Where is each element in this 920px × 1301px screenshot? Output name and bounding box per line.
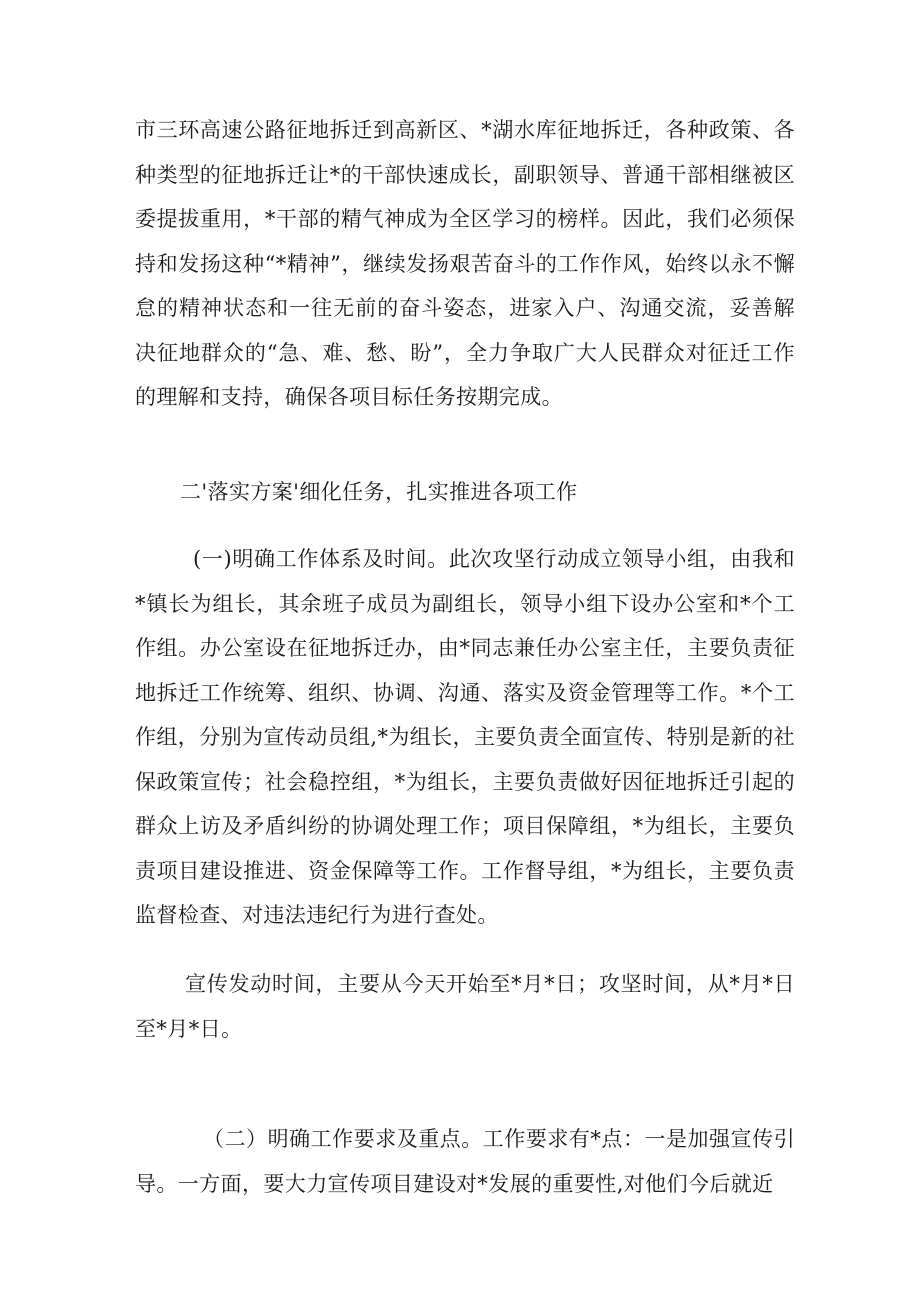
body-paragraph-3: 宣传发动时间，主要从今天开始至*月*日；攻坚时间，从*月*日至*月*日。 (135, 972, 795, 1041)
body-paragraph-1: 市三环高速公路征地拆迁到高新区、*湖水库征地拆迁，各种政策、各种类型的征地拆迁让*的干部快速成长，副职领导、普通干部相继被区委提拔重用，*干部的精气神成为全区学习的榜样。因此，我们必须保持和发扬这种“*精神”，继续发扬艰苦奋斗的工作作风，始终以永不懈怠的精神状态和一往无前的奋斗姿态，进家入户、沟通交流，妥善解决征地群众的“急、难、愁、盼”，全力争取广大人民群众对征迁工作的理解和支持，确保各项目标任务按期完成。 (135, 118, 795, 409)
body-paragraph-2: (一)明确工作体系及时间。此次攻坚行动成立领导小组，由我和*镇长为组长，其余班子成员为副组长，领导小组下设办公室和*个工作组。办公室设在征地拆迁办，由*同志兼任办公室主任，主要负责征地拆迁工作统筹、组织、协调、沟通、落实及资金管理等工作。*个工作组，分别为宣传动员组,*为组长，主要负责全面宣传、特别是新的社保政策宣传；社会稳控组，*为组长，主要负责做好因征地拆迁引起的群众上访及矛盾纠纷的协调处理工作；项目保障组，*为组长，主要负责项目建设推进、资金保障等工作。工作督导组，*为组长，主要负责监督检查、对违法违纪行为进行查处。 (135, 547, 795, 927)
section-heading-2: 二'落实方案'细化任务，扎实推进各项工作 (180, 480, 578, 504)
body-paragraph-4: （二）明确工作要求及重点。工作要求有*点：一是加强宣传引导。一方面，要大力宣传项目建设对*发展的重要性,对他们今后就近 (135, 1127, 795, 1196)
